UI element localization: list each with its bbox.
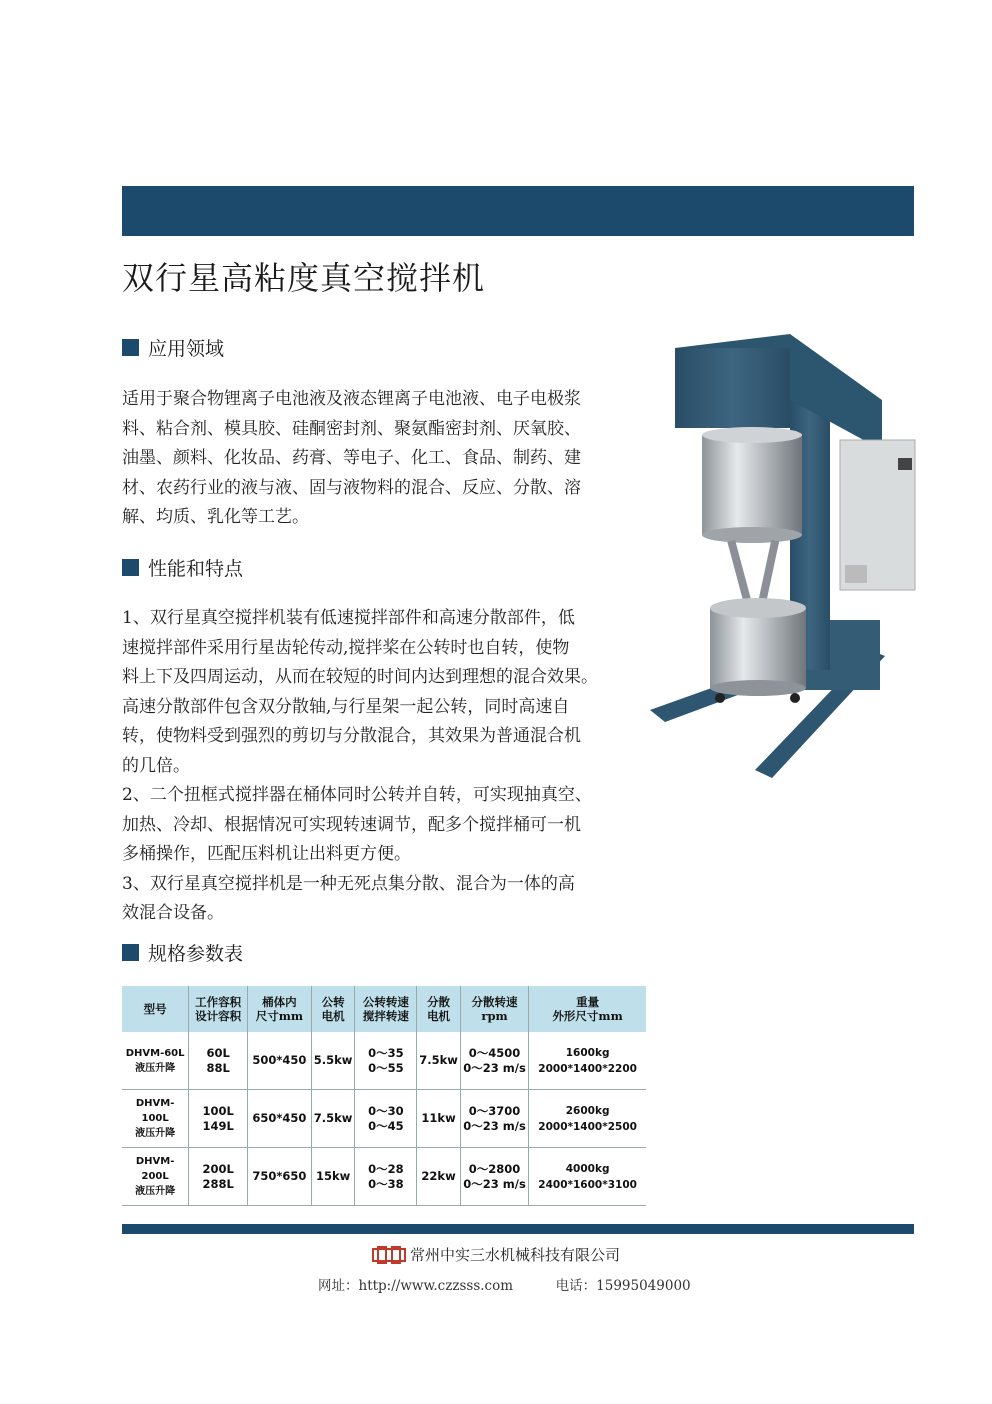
model-cell: DHVM-200L 液压升降: [122, 1148, 189, 1206]
company-name: 常州中实三水机械科技有限公司: [410, 1246, 621, 1264]
contact-line: [318, 1274, 691, 1294]
section-heading-label: 规格参数表: [148, 943, 244, 965]
volume-cell: 100L 149L: [189, 1090, 248, 1148]
disp-motor-cell: 11kw: [417, 1090, 461, 1148]
size-cell: 500*450: [248, 1032, 312, 1090]
volume-cell: 60L 88L: [189, 1032, 248, 1090]
paragraph-line: 油墨、颜料、化妆品、药膏、等电子、化工、食品、制药、建: [122, 448, 581, 468]
section-heading-features: [122, 554, 243, 581]
column-header: 公转 电机: [311, 986, 355, 1032]
column-header: 分散转速 rpm: [460, 986, 528, 1032]
square-bullet-icon: [122, 944, 139, 961]
paragraph-line: 料上下及四周运动，从而在较短的时间内达到理想的混合效果。: [122, 667, 598, 687]
page-title: 双行星高粘度真空搅拌机: [122, 259, 486, 297]
square-bullet-icon: [122, 339, 139, 356]
paragraph-line: 料、粘合剂、模具胶、硅酮密封剂、聚氨酯密封剂、厌氧胶、: [122, 418, 581, 439]
paragraph-line: 加热、冷却、根据情况可实现转速调节，配多个搅拌桶可一机: [122, 814, 581, 835]
table-row: [122, 1090, 646, 1148]
paragraph-line: 材、农药行业的液与液、固与液物料的混合、反应、分散、溶: [122, 477, 581, 498]
section-heading-application: [122, 334, 224, 361]
footer-bar: [122, 1224, 914, 1234]
section-heading-label: 应用领域: [148, 338, 225, 360]
table-row: [122, 1032, 646, 1090]
volume-cell: 200L 288L: [189, 1148, 248, 1206]
column-header: 公转转速 搅拌转速: [355, 986, 417, 1032]
paragraph-line: 速搅拌部件采用行星齿轮传动,搅拌桨在公转时也自转，使物: [122, 637, 570, 658]
disp-motor-cell: 7.5kw: [417, 1032, 461, 1090]
column-header: 型号: [122, 986, 189, 1032]
paragraph-line: 转，使物料受到强烈的剪切与分散混合，其效果为普通混合机: [122, 726, 581, 746]
rev-motor-cell: 5.5kw: [311, 1032, 355, 1090]
rev-motor-cell: 7.5kw: [311, 1090, 355, 1148]
disp-speed-cell: 0～4500 0～23 m/s: [460, 1032, 528, 1090]
disp-speed-cell: 0～2800 0～23 m/s: [460, 1148, 528, 1206]
weight-cell: 1600kg 2000*1400*2200: [529, 1032, 646, 1090]
column-header: 分散 电机: [417, 986, 461, 1032]
weight-cell: 4000kg 2400*1600*3100: [529, 1148, 646, 1206]
column-header: 桶体内 尺寸mm: [248, 986, 312, 1032]
paragraph-line: 的几倍。: [122, 755, 190, 776]
rev-speed-cell: 0～28 0～38: [355, 1148, 417, 1206]
paragraph-line: 适用于聚合物锂离子电池液及液态锂离子电池液、电子电极浆: [122, 389, 581, 409]
features-paragraph: [122, 604, 682, 929]
paragraph-line: 效混合设备。: [122, 903, 224, 923]
website-text: 网址：http://www.czzsss.com: [318, 1278, 514, 1294]
section-heading-label: 性能和特点: [148, 558, 244, 580]
model-cell: DHVM-60L 液压升降: [122, 1032, 189, 1090]
table-header-row: [122, 986, 646, 1032]
paragraph-line: 2、二个扭框式搅拌器在桶体同时公转并自转，可实现抽真空、: [122, 785, 592, 805]
disp-motor-cell: 22kw: [417, 1148, 461, 1206]
mixer-machine-image: [640, 330, 930, 780]
paragraph-line: 多桶操作，匹配压料机让出料更方便。: [122, 844, 411, 864]
size-cell: 750*650: [248, 1148, 312, 1206]
table-row: [122, 1148, 646, 1206]
paragraph-line: 3、双行星真空搅拌机是一种无死点集分散、混合为一体的高: [122, 873, 575, 894]
paragraph-line: 高速分散部件包含双分散轴,与行星架一起公转，同时高速自: [122, 696, 570, 717]
model-cell: DHVM-100L 液压升降: [122, 1090, 189, 1148]
paragraph-line: 1、双行星真空搅拌机装有低速搅拌部件和高速分散部件，低: [122, 608, 575, 628]
company-line: [372, 1244, 620, 1265]
phone-text: 电话：15995049000: [555, 1278, 691, 1294]
weight-cell: 2600kg 2000*1400*2500: [529, 1090, 646, 1148]
application-paragraph: [122, 385, 662, 533]
paragraph-line: 解、均质、乳化等工艺。: [122, 507, 309, 527]
section-heading-specs: [122, 939, 243, 966]
rev-speed-cell: 0～35 0～55: [355, 1032, 417, 1090]
rev-speed-cell: 0～30 0～45: [355, 1090, 417, 1148]
column-header: 工作容积 设计容积: [189, 986, 248, 1032]
size-cell: 650*450: [248, 1090, 312, 1148]
rev-motor-cell: 15kw: [311, 1148, 355, 1206]
company-logo-icon: [372, 1246, 406, 1264]
square-bullet-icon: [122, 559, 139, 576]
spec-table: [122, 986, 646, 1206]
column-header: 重量 外形尺寸mm: [529, 986, 646, 1032]
disp-speed-cell: 0～3700 0～23 m/s: [460, 1090, 528, 1148]
header-bar: [122, 186, 914, 236]
